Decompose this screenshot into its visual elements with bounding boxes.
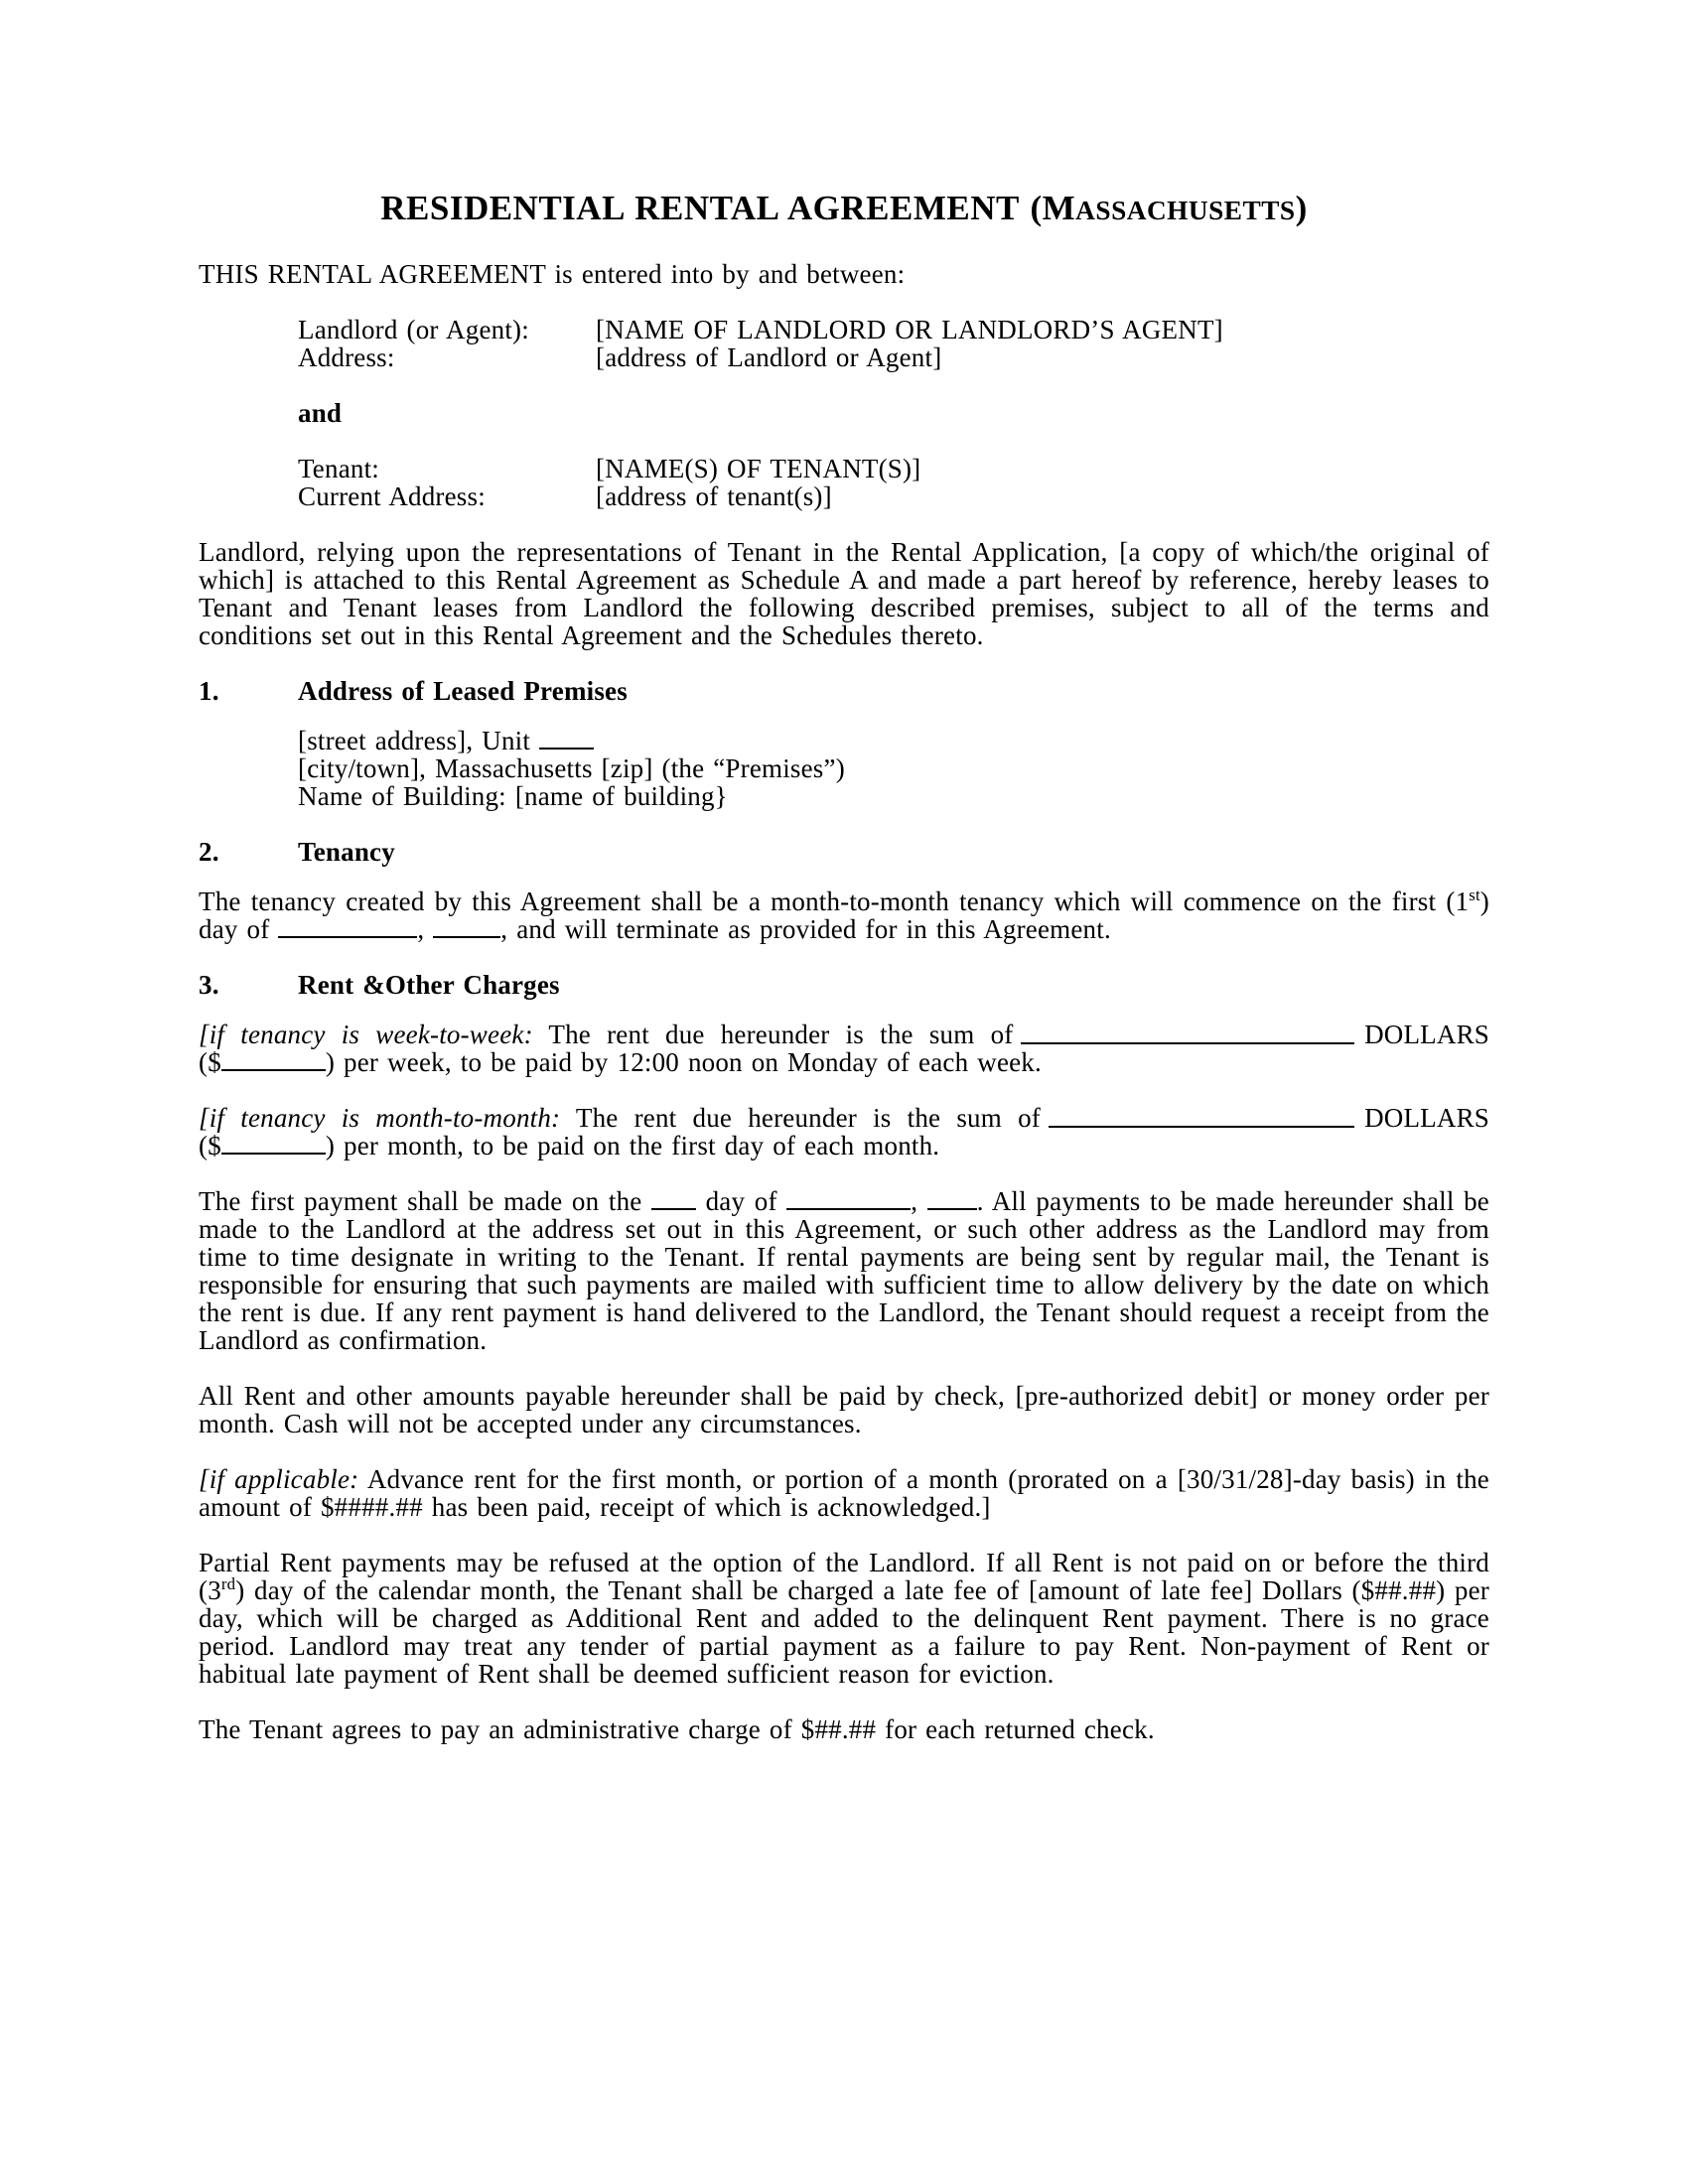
street-address-text: [street address], Unit — [298, 726, 540, 755]
month-dollars-word: DOLLARS — [1364, 1103, 1489, 1133]
week-rent-line-1 — [199, 1021, 1489, 1048]
first-payment-text-2: day of — [696, 1186, 787, 1216]
commence-year-fill-in-blank — [433, 934, 500, 938]
ordinal-superscript-3rd: rd — [220, 1574, 236, 1593]
first-payment-text-4: . All payments to be made hereunder shall be made to the Landlord at the address set out in this Agreement, or such other address as the Landlord may from time to time designate in writing to the Tenant. If rental payments are being sent by regular mail, the Tenant is responsible for ensuring that such payments are mailed with sufficient time to allow delivery by the date on which the rent is due. If any rent payment is hand delivered to the Landlord, the Tenant should request a receipt from the Landlord as confirmation. — [199, 1186, 1489, 1355]
landlord-label: Landlord (or Agent): — [298, 315, 529, 344]
week-rent-body: The rent due hereunder is the sum of — [532, 1020, 1014, 1049]
tenant-address-label: Current Address: — [298, 481, 486, 511]
landlord-row — [298, 316, 1489, 343]
landlord-name-placeholder: [NAME OF LANDLORD OR LANDLORD’S AGENT] — [596, 315, 1223, 344]
month-rent-tail: ) per month, to be paid on the first day of each month. — [325, 1131, 940, 1160]
advance-rent-body: Advance rent for the first month, or portion of a month (prorated on a [30/31/28]-day basis) in the amount of $####.## has been paid, receipt of which is acknowledged.] — [199, 1464, 1489, 1522]
week-rent-paragraph — [199, 1021, 1489, 1076]
tenant-address-row — [298, 482, 1489, 510]
late-fee-paragraph — [199, 1549, 1489, 1688]
tenant-address-placeholder: [address of tenant(s)] — [596, 481, 832, 511]
week-rent-line-2 — [199, 1048, 1489, 1076]
opening-paragraph: THIS RENTAL AGREEMENT is entered into by and between: — [199, 259, 906, 289]
section-2-heading — [199, 838, 1489, 866]
landlord-address-row — [298, 343, 1489, 371]
first-payment-text-1: The first payment shall be made on the — [199, 1186, 652, 1216]
section-3-heading — [199, 971, 1489, 999]
title-end: ) — [1295, 189, 1308, 227]
month-rent-amount-fill-in-blank — [1049, 1124, 1354, 1128]
section-1-title: Address of Leased Premises — [298, 676, 628, 706]
ordinal-superscript: st — [1469, 886, 1480, 904]
recital-paragraph: Landlord, relying upon the representations of Tenant in the Rental Application, [a copy of which/the original of which] is attached to this Rental Agreement as Schedule A and made a part hereof by reference, hereby leases to Tenant and Tenant leases from Landlord the following described premises, subject to all of the terms and conditions set out in this Rental Agreement and the Schedules thereto. — [199, 537, 1489, 650]
week-rent-tail: ) per week, to be paid by 12:00 noon on Monday of each week. — [325, 1047, 1042, 1077]
tenancy-paragraph — [199, 887, 1489, 943]
tenancy-text-4: , and will terminate as provided for in this Agreement. — [500, 914, 1111, 944]
month-rent-line-1 — [199, 1104, 1489, 1132]
and-conjunction: and — [298, 398, 343, 428]
late-fee-text-1: Partial Rent payments may be refused at the option of the Landlord. If all Rent is not paid on or before the third (3 — [199, 1548, 1489, 1605]
conjunction-row — [298, 399, 1489, 427]
advance-rent-paragraph — [199, 1465, 1489, 1521]
premises-address-block — [298, 727, 1489, 810]
week-numeric-fill-in-blank — [221, 1067, 326, 1071]
payment-month-fill-in-blank — [786, 1206, 911, 1210]
parties-block — [298, 316, 1489, 510]
month-rent-text — [199, 1104, 1041, 1132]
payment-year-fill-in-blank — [927, 1206, 977, 1210]
month-rent-body: The rent due hereunder is the sum of — [560, 1103, 1041, 1133]
week-conditional-lead: [if tenancy is week-to-week: — [199, 1020, 533, 1049]
late-fee-text-2: ) day of the calendar month, the Tenant shall be charged a late fee of [amount of late fee] Dollars ($##.##) per day, which will be charged as Additional Rent and added to the delinquent Rent payment. There is no grace period. Landlord may treat any tender of partial payment as a failure to pay Rent. Non-payment of Rent or habitual late payment of Rent shall be deemed sufficient reason for eviction. — [199, 1575, 1489, 1689]
tenant-row — [298, 455, 1489, 482]
landlord-address-label: Address: — [298, 342, 395, 372]
tenancy-text-1: The tenancy created by this Agreement shall be a month-to-month tenancy which will commence on the first (1 — [199, 887, 1470, 916]
tenant-name-placeholder: [NAME(S) OF TENANT(S)] — [596, 454, 921, 483]
section-3-title: Rent &Other Charges — [298, 970, 560, 1000]
building-name-line: Name of Building: [name of building} — [298, 781, 728, 811]
month-paren-dollar: ($ — [199, 1131, 221, 1160]
city-town-line: [city/town], Massachusetts [zip] (the “Premises”) — [298, 753, 845, 783]
tenancy-text-3: , — [417, 914, 434, 944]
section-2-title: Tenancy — [298, 837, 395, 867]
tenancy-text-2: ) day of — [199, 887, 1489, 944]
spacer — [298, 371, 1489, 399]
week-dollar-figure — [199, 1047, 326, 1077]
month-numeric-fill-in-blank — [221, 1151, 326, 1155]
spacer — [298, 427, 1489, 455]
month-rent-line-2 — [199, 1132, 1489, 1160]
title-smallcaps: ASSACHUSETTS — [1075, 196, 1296, 225]
document-title — [199, 189, 1489, 230]
first-payment-text-3: , — [911, 1186, 927, 1216]
commence-month-fill-in-blank — [278, 934, 417, 938]
month-rent-paragraph — [199, 1104, 1489, 1160]
street-address-line — [298, 727, 1489, 754]
tenant-label: Tenant: — [298, 454, 379, 483]
returned-check-paragraph: The Tenant agrees to pay an administrative charge of $##.## for each returned check. — [199, 1714, 1155, 1744]
landlord-address-placeholder: [address of Landlord or Agent] — [596, 342, 942, 372]
week-dollars-word: DOLLARS — [1364, 1020, 1489, 1049]
week-paren-dollar: ($ — [199, 1047, 221, 1077]
section-3-number: 3. — [199, 970, 219, 1000]
month-dollar-figure — [199, 1131, 326, 1160]
section-1-heading — [199, 677, 1489, 705]
section-2-number: 2. — [199, 837, 219, 867]
advance-conditional-lead: [if applicable: — [199, 1464, 359, 1494]
first-payment-paragraph — [199, 1187, 1489, 1354]
week-rent-text — [199, 1021, 1013, 1048]
payment-method-paragraph: All Rent and other amounts payable hereunder shall be paid by check, [pre-authorized debit] or money order per month. Cash will not be accepted under any circumstances. — [199, 1381, 1489, 1438]
section-1-number: 1. — [199, 676, 219, 706]
title-main: RESIDENTIAL RENTAL AGREEMENT (M — [380, 189, 1076, 227]
payment-day-fill-in-blank — [651, 1206, 696, 1210]
week-rent-amount-fill-in-blank — [1021, 1040, 1354, 1044]
unit-fill-in-blank — [539, 746, 594, 750]
month-conditional-lead: [if tenancy is month-to-month: — [199, 1103, 561, 1133]
